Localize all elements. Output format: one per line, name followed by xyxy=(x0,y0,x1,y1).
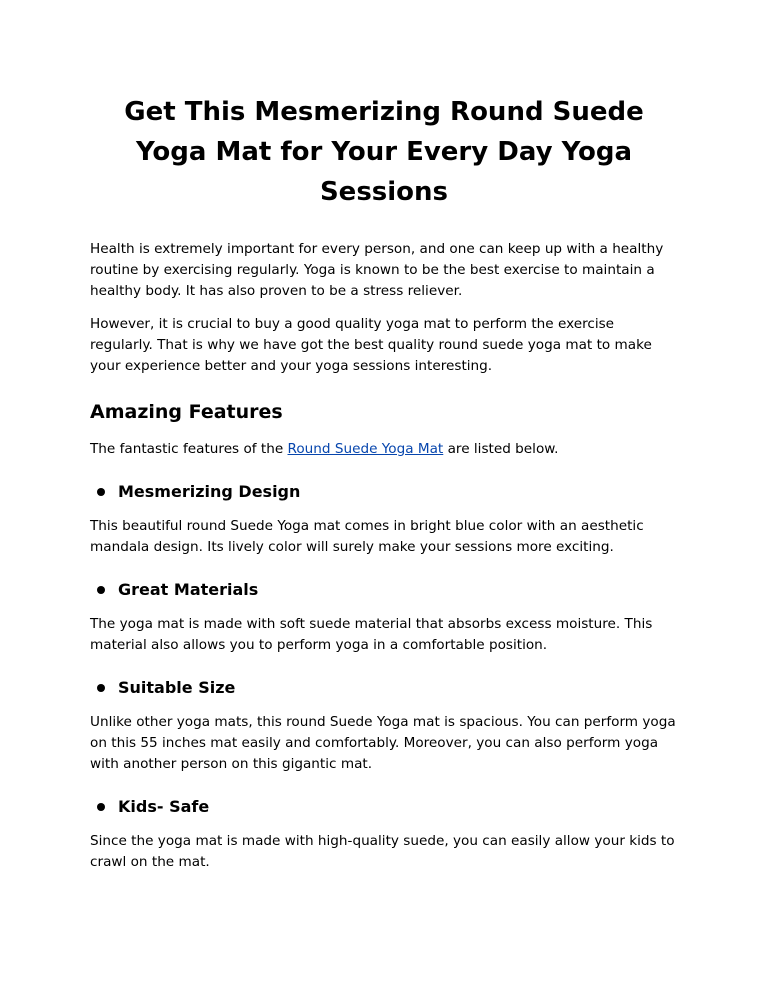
intro-paragraph-1: Health is extremely important for every person, and one can keep up with a healthy routine by exercising regularly. Yoga is known to be the best exercise to maintain a healthy body. It has also proven to be a stress reliever. xyxy=(90,241,664,299)
feature-heading-text: Great Materials xyxy=(118,580,259,599)
feature-heading-kids-safe xyxy=(90,795,678,819)
intro-paragraph-2: However, it is crucial to buy a good quality yoga mat to perform the exercise regularly. That is why we have got the best quality round suede yoga mat to make your experience better and your yoga sessions interesting. xyxy=(90,316,652,374)
feature-heading-text: Suitable Size xyxy=(118,678,236,697)
bullet-icon xyxy=(97,488,105,496)
round-suede-yoga-mat-link[interactable]: Round Suede Yoga Mat xyxy=(287,441,444,457)
feature-text-materials: The yoga mat is made with soft suede material that absorbs excess moisture. This material also allows you to perform yoga in a comfortable position. xyxy=(90,616,653,653)
feature-heading-text: Mesmerizing Design xyxy=(118,482,301,501)
feature-heading-text: Kids- Safe xyxy=(118,797,210,816)
features-intro-before: The fantastic features of the xyxy=(90,441,288,457)
features-intro-after: are listed below. xyxy=(443,441,559,457)
feature-heading-materials xyxy=(90,578,678,602)
feature-text-size: Unlike other yoga mats, this round Suede Yoga mat is spacious. You can perform yoga on this 55 inches mat easily and comfortably. Moreover, you can also perform yoga with another person on this gigantic mat. xyxy=(90,714,676,772)
bullet-icon xyxy=(97,684,105,692)
bullet-icon xyxy=(97,586,105,594)
feature-heading-design xyxy=(90,480,678,504)
feature-heading-size xyxy=(90,676,678,700)
bullet-icon xyxy=(97,803,105,811)
feature-text-kids-safe: Since the yoga mat is made with high-quality suede, you can easily allow your kids to crawl on the mat. xyxy=(90,833,675,870)
features-heading: Amazing Features xyxy=(90,401,283,423)
page-title: Get This Mesmerizing Round Suede Yoga Mat for Your Every Day Yoga Sessions xyxy=(124,97,644,207)
feature-text-design: This beautiful round Suede Yoga mat comes in bright blue color with an aesthetic mandala design. Its lively color will surely make your sessions more exciting. xyxy=(90,518,644,555)
features-intro xyxy=(90,439,678,460)
